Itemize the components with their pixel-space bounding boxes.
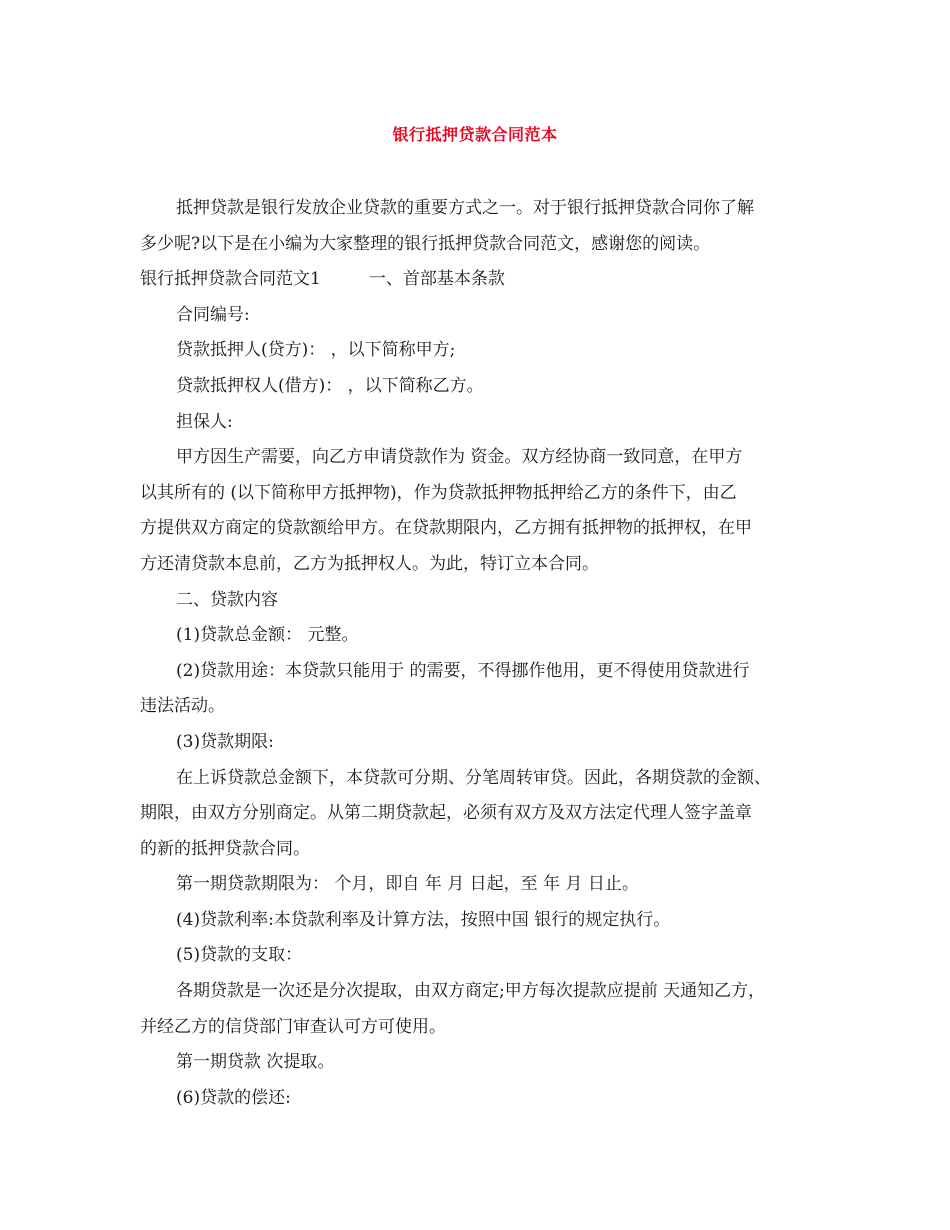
- text-line-content: 第一期贷款期限为： 个月，即自 年 月 日起，至 年 月 日止。: [176, 874, 639, 895]
- text-line-content: 多少呢?以下是在小编为大家整理的银行抵押贷款合同范文，感谢您的阅读。: [140, 233, 711, 254]
- text-line-content: (1)贷款总金额： 元整。: [176, 625, 359, 646]
- text-line: [140, 832, 820, 868]
- text-line-content: 方还清贷款本息前，乙方为抵押权人。为此，特订立本合同。: [140, 553, 599, 574]
- text-line-content: 在上诉贷款总金额下，本贷款可分期、分笔周转审贷。因此，各期贷款的金额、: [176, 767, 771, 788]
- text-line: [140, 903, 820, 939]
- text-line: [140, 938, 820, 974]
- text-line-content: (3)贷款期限:: [176, 731, 274, 752]
- text-line-content: 期限，由双方分别商定。从第二期贷款起，必须有双方及双方法定代理人签字盖章: [140, 803, 752, 824]
- text-line-content: 贷款抵押权人(借方)： ，以下简称乙方。: [176, 375, 484, 396]
- text-line: [140, 262, 820, 298]
- text-line: [140, 1045, 820, 1081]
- text-line: [140, 725, 820, 761]
- text-line-content: 二、贷款内容: [176, 589, 278, 610]
- text-line-content: 甲方因生产需要，向乙方申请贷款作为 资金。双方经协商一致同意，在甲方: [176, 447, 743, 468]
- text-line: [140, 796, 820, 832]
- text-line-content: 贷款抵押人(贷方)： ，以下简称甲方;: [176, 340, 456, 361]
- text-line: [140, 547, 820, 583]
- document-title: 银行抵押贷款合同范本: [392, 125, 558, 144]
- text-line: [140, 511, 820, 547]
- text-line-content: 的新的抵押贷款合同。: [140, 838, 310, 859]
- text-line-content: 并经乙方的信贷部门审查认可方可使用。: [140, 1016, 446, 1037]
- text-line: [140, 476, 820, 512]
- document-body: [140, 191, 820, 1116]
- text-line-content: 方提供双方商定的贷款额给甲方。在贷款期限内，乙方拥有抵押物的抵押权，在甲: [140, 518, 752, 539]
- text-line-content: 违法活动。: [140, 696, 225, 717]
- text-line-content: 合同编号:: [176, 304, 250, 325]
- text-line-content: 各期贷款是一次还是分次提取，由双方商定;甲方每次提款应提前 天通知乙方，: [176, 981, 766, 1002]
- text-line: [140, 298, 820, 334]
- text-line: [140, 689, 820, 725]
- text-line-content: (4)贷款利率:本贷款利率及计算方法，按照中国 银行的规定执行。: [176, 909, 671, 930]
- section-heading: 一、首部基本条款: [368, 269, 505, 290]
- text-line: [140, 1010, 820, 1046]
- text-line: [140, 1081, 820, 1117]
- text-line-content: 银行抵押贷款合同范文1: [140, 269, 321, 290]
- text-line: [140, 405, 820, 441]
- text-line: [140, 333, 820, 369]
- text-line-content: 抵押贷款是银行发放企业贷款的重要方式之一。对于银行抵押贷款合同你了解: [176, 198, 754, 218]
- text-line: [140, 583, 820, 619]
- text-line: [140, 191, 820, 227]
- text-line: [140, 227, 820, 263]
- text-line-content: 以其所有的 (以下简称甲方抵押物)，作为贷款抵押物抵押给乙方的条件下，由乙: [140, 482, 737, 503]
- text-line: [140, 618, 820, 654]
- text-line: [140, 654, 820, 690]
- text-line-content: 担保人:: [176, 411, 233, 432]
- text-line: [140, 761, 820, 797]
- text-line: [140, 440, 820, 476]
- text-line: [140, 369, 820, 405]
- text-line: [140, 867, 820, 903]
- text-line-content: 第一期贷款 次提取。: [176, 1052, 335, 1073]
- text-line-content: (6)贷款的偿还:: [176, 1087, 291, 1108]
- text-line: [140, 974, 820, 1010]
- text-line-content: (5)贷款的支取：: [176, 945, 303, 966]
- text-line-content: (2)贷款用途：本贷款只能用于 的需要，不得挪作他用，更不得使用贷款进行: [176, 660, 750, 681]
